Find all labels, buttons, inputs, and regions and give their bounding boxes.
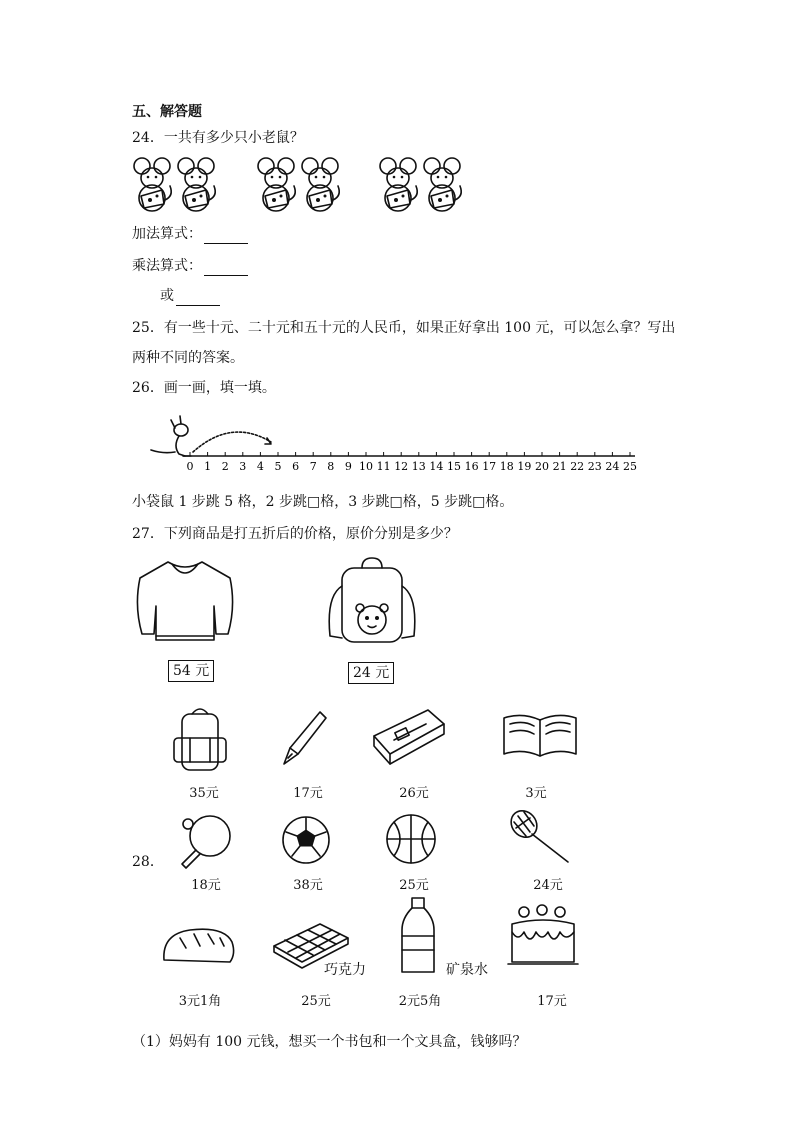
price-soccer-ball: 38元 [293, 878, 323, 893]
price-bread: 3元1角 [178, 994, 222, 1009]
tick-label: 23 [587, 460, 602, 473]
price-water: 2元5角 [398, 994, 442, 1009]
price-basketball: 25元 [399, 878, 429, 893]
addition-label-text: 加法算式： [132, 226, 202, 242]
price-racket: 24元 [533, 878, 563, 893]
tick-label: 13 [411, 460, 426, 473]
price-pen: 17元 [293, 786, 323, 801]
water-bottle-icon [398, 896, 438, 976]
tick-label: 12 [394, 460, 409, 473]
question-25-line2: 两种不同的答案。 [132, 350, 244, 366]
number-line [145, 408, 645, 483]
addition-answer-blank[interactable] [204, 229, 248, 244]
cake-icon [506, 902, 580, 968]
price-book: 3元 [525, 786, 547, 801]
price-chocolate: 25元 [301, 994, 331, 1009]
tick-label: 11 [376, 460, 391, 473]
tick-label: 4 [256, 460, 264, 473]
price-cake: 17元 [537, 994, 567, 1009]
water-label: 矿泉水 [446, 962, 488, 978]
tick-label: 19 [517, 460, 532, 473]
question-28: 28． [132, 854, 164, 870]
addition-label [132, 224, 248, 244]
question-26: 26．画一画，填一填。 [132, 380, 276, 396]
tick-label: 7 [309, 460, 317, 473]
sweater-price: 54 元 [168, 660, 214, 682]
question-24: 24．一共有多少只小老鼠？ [132, 130, 304, 146]
price-pencil-case: 26元 [399, 786, 429, 801]
tick-label: 0 [186, 460, 194, 473]
tick-label: 17 [482, 460, 497, 473]
kangaroo-icon [151, 416, 191, 456]
tick-label: 8 [327, 460, 335, 473]
tick-label: 15 [447, 460, 461, 473]
backpack-icon [168, 704, 232, 774]
tick-label: 22 [570, 460, 585, 473]
open-book-icon [500, 710, 580, 762]
tick-label: 5 [274, 460, 282, 473]
ping-pong-paddle-icon [174, 812, 234, 872]
basketball-icon [384, 812, 438, 866]
question-26-sentence: 小袋鼠 1 步跳 5 格，2 步跳□格，3 步跳□格，5 步跳□格。 [132, 494, 514, 510]
chocolate-label: 巧克力 [324, 962, 366, 978]
or-label-text: 或 [160, 288, 174, 304]
badminton-racket-icon [506, 808, 578, 868]
price-paddle: 18元 [191, 878, 221, 893]
tick-label: 20 [535, 460, 549, 473]
sweater-image [130, 556, 240, 646]
soccer-ball-icon [280, 814, 332, 866]
multiplication-answer-blank[interactable] [204, 261, 248, 276]
tick-label: 6 [292, 460, 300, 473]
multiplication-label [132, 256, 248, 276]
tick-label: 24 [605, 460, 620, 473]
tick-label: 1 [204, 460, 212, 473]
section-title: 五、解答题 [132, 104, 202, 120]
mice-illustration [132, 154, 492, 214]
price-backpack: 35元 [189, 786, 219, 801]
tick-label: 16 [464, 460, 479, 473]
tick-label: 14 [429, 460, 444, 473]
fountain-pen-icon [280, 708, 330, 770]
backpack-price: 24 元 [348, 662, 394, 684]
question-27: 27．下列商品是打五折后的价格，原价分别是多少？ [132, 526, 458, 542]
tick-label: 18 [499, 460, 514, 473]
tick-label: 25 [623, 460, 637, 473]
question-28-sub1: （1）妈妈有 100 元钱，想买一个书包和一个文具盒，钱够吗？ [132, 1034, 527, 1050]
tick-label: 9 [344, 460, 352, 473]
tick-label: 3 [239, 460, 247, 473]
bread-icon [160, 924, 236, 968]
tick-label: 10 [359, 460, 373, 473]
school-backpack-image [322, 556, 422, 648]
or-answer-blank[interactable] [176, 291, 220, 306]
question-25-line1: 25．有一些十元、二十元和五十元的人民币，如果正好拿出 100 元，可以怎么拿？写出 [132, 320, 676, 336]
multiplication-label-text: 乘法算式： [132, 258, 202, 274]
tick-label: 2 [221, 460, 229, 473]
or-label [160, 286, 220, 306]
pencil-case-icon [368, 706, 448, 766]
tick-label: 21 [552, 460, 567, 473]
